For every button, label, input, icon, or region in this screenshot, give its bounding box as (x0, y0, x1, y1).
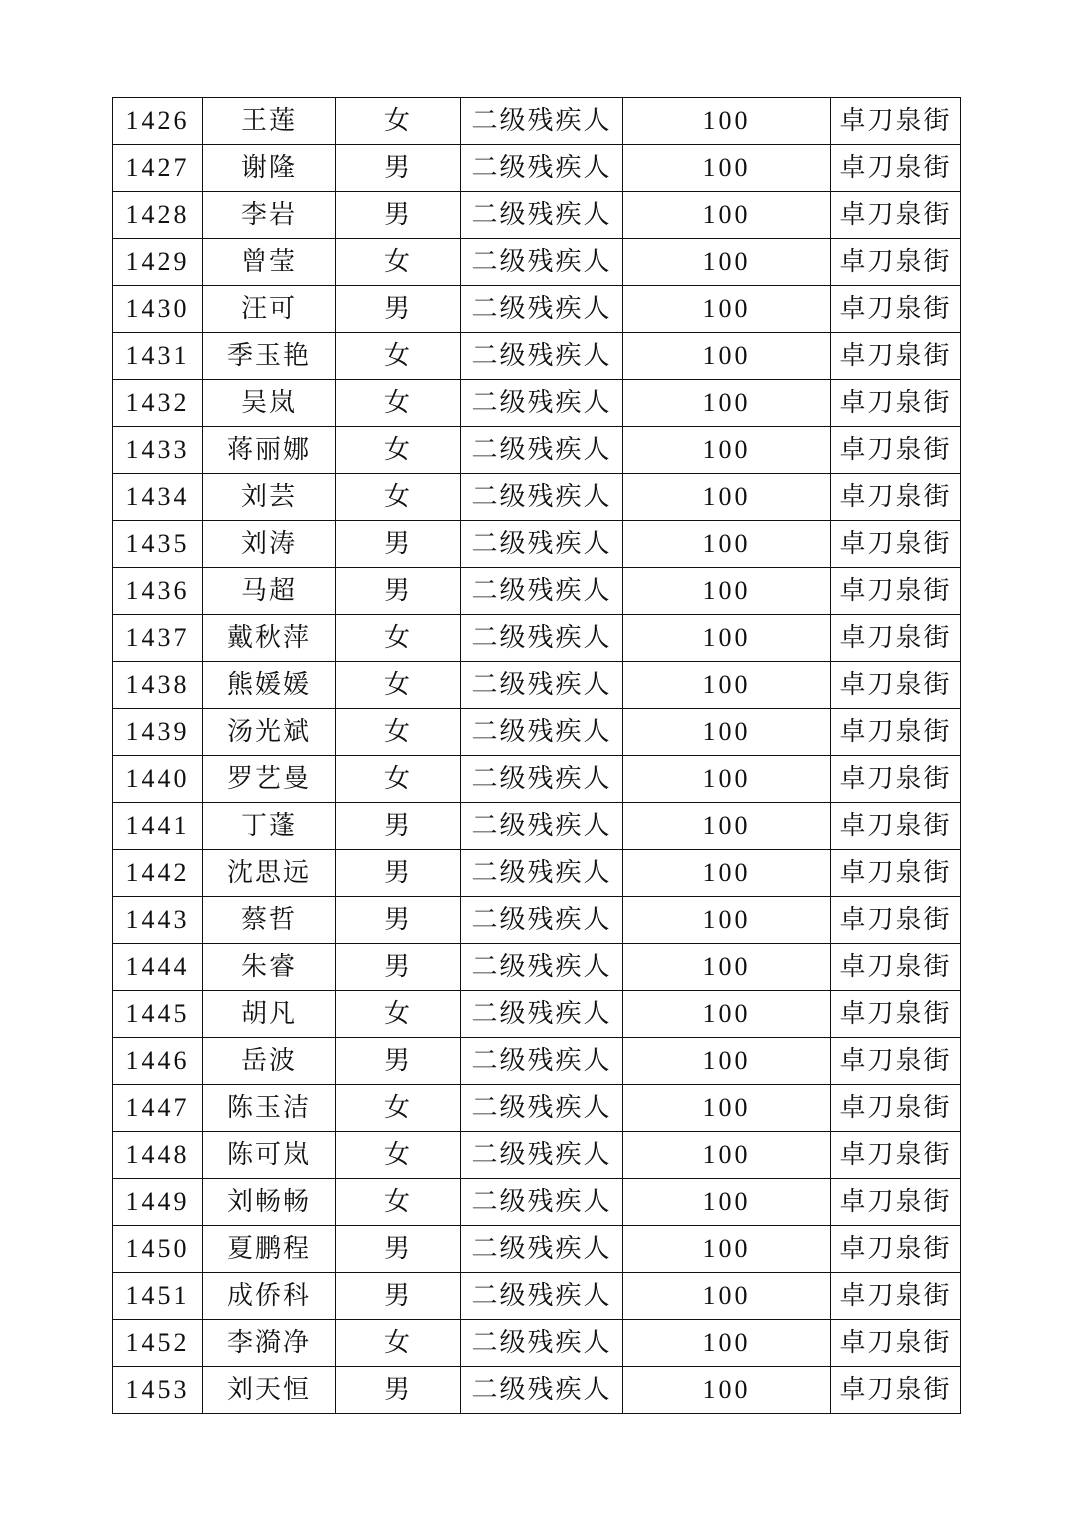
serial-number-cell: 1449 (113, 1179, 203, 1226)
amount-cell: 100 (623, 1226, 831, 1273)
disability-category-cell: 二级残疾人 (461, 615, 623, 662)
disability-category-cell: 二级残疾人 (461, 1226, 623, 1273)
serial-number-cell: 1453 (113, 1367, 203, 1414)
street-cell: 卓刀泉街 (831, 662, 961, 709)
serial-number-cell: 1431 (113, 333, 203, 380)
gender-cell: 女 (336, 98, 461, 145)
disability-category-cell: 二级残疾人 (461, 1132, 623, 1179)
disability-category-cell: 二级残疾人 (461, 286, 623, 333)
street-cell: 卓刀泉街 (831, 521, 961, 568)
table-row (113, 1085, 961, 1132)
gender-cell: 男 (336, 850, 461, 897)
serial-number-cell: 1433 (113, 427, 203, 474)
name-cell: 马超 (203, 568, 336, 615)
table-row (113, 192, 961, 239)
name-cell: 刘涛 (203, 521, 336, 568)
name-cell: 汪可 (203, 286, 336, 333)
street-cell: 卓刀泉街 (831, 991, 961, 1038)
amount-cell: 100 (623, 1085, 831, 1132)
table-row (113, 944, 961, 991)
amount-cell: 100 (623, 756, 831, 803)
disability-category-cell: 二级残疾人 (461, 944, 623, 991)
name-cell: 胡凡 (203, 991, 336, 1038)
table-row (113, 615, 961, 662)
table-row (113, 427, 961, 474)
street-cell: 卓刀泉街 (831, 333, 961, 380)
serial-number-cell: 1432 (113, 380, 203, 427)
table-row (113, 709, 961, 756)
amount-cell: 100 (623, 145, 831, 192)
disability-category-cell: 二级残疾人 (461, 568, 623, 615)
name-cell: 季玉艳 (203, 333, 336, 380)
amount-cell: 100 (623, 239, 831, 286)
street-cell: 卓刀泉街 (831, 474, 961, 521)
table-row (113, 98, 961, 145)
gender-cell: 男 (336, 1367, 461, 1414)
table-row (113, 850, 961, 897)
gender-cell: 男 (336, 521, 461, 568)
amount-cell: 100 (623, 897, 831, 944)
street-cell: 卓刀泉街 (831, 98, 961, 145)
name-cell: 刘天恒 (203, 1367, 336, 1414)
serial-number-cell: 1437 (113, 615, 203, 662)
street-cell: 卓刀泉街 (831, 850, 961, 897)
amount-cell: 100 (623, 850, 831, 897)
gender-cell: 男 (336, 192, 461, 239)
street-cell: 卓刀泉街 (831, 756, 961, 803)
street-cell: 卓刀泉街 (831, 1273, 961, 1320)
street-cell: 卓刀泉街 (831, 239, 961, 286)
disability-category-cell: 二级残疾人 (461, 1273, 623, 1320)
street-cell: 卓刀泉街 (831, 1038, 961, 1085)
gender-cell: 男 (336, 568, 461, 615)
disability-category-cell: 二级残疾人 (461, 991, 623, 1038)
street-cell: 卓刀泉街 (831, 145, 961, 192)
roster-table (112, 97, 961, 1414)
disability-category-cell: 二级残疾人 (461, 521, 623, 568)
table-row (113, 286, 961, 333)
serial-number-cell: 1448 (113, 1132, 203, 1179)
disability-category-cell: 二级残疾人 (461, 709, 623, 756)
disability-category-cell: 二级残疾人 (461, 1038, 623, 1085)
serial-number-cell: 1428 (113, 192, 203, 239)
gender-cell: 男 (336, 1226, 461, 1273)
name-cell: 沈思远 (203, 850, 336, 897)
serial-number-cell: 1436 (113, 568, 203, 615)
gender-cell: 女 (336, 1085, 461, 1132)
amount-cell: 100 (623, 568, 831, 615)
amount-cell: 100 (623, 286, 831, 333)
table-row (113, 1226, 961, 1273)
gender-cell: 男 (336, 944, 461, 991)
table-row (113, 333, 961, 380)
table-row (113, 145, 961, 192)
amount-cell: 100 (623, 1179, 831, 1226)
amount-cell: 100 (623, 662, 831, 709)
serial-number-cell: 1442 (113, 850, 203, 897)
name-cell: 蔡哲 (203, 897, 336, 944)
disability-category-cell: 二级残疾人 (461, 1367, 623, 1414)
table-row (113, 1179, 961, 1226)
serial-number-cell: 1434 (113, 474, 203, 521)
street-cell: 卓刀泉街 (831, 709, 961, 756)
disability-category-cell: 二级残疾人 (461, 1179, 623, 1226)
disability-category-cell: 二级残疾人 (461, 145, 623, 192)
name-cell: 丁蓬 (203, 803, 336, 850)
name-cell: 成侨科 (203, 1273, 336, 1320)
street-cell: 卓刀泉街 (831, 1226, 961, 1273)
street-cell: 卓刀泉街 (831, 380, 961, 427)
amount-cell: 100 (623, 803, 831, 850)
amount-cell: 100 (623, 192, 831, 239)
disability-category-cell: 二级残疾人 (461, 662, 623, 709)
name-cell: 熊媛媛 (203, 662, 336, 709)
gender-cell: 男 (336, 803, 461, 850)
table-row (113, 662, 961, 709)
gender-cell: 女 (336, 380, 461, 427)
name-cell: 夏鹏程 (203, 1226, 336, 1273)
serial-number-cell: 1438 (113, 662, 203, 709)
serial-number-cell: 1440 (113, 756, 203, 803)
street-cell: 卓刀泉街 (831, 192, 961, 239)
serial-number-cell: 1427 (113, 145, 203, 192)
gender-cell: 女 (336, 662, 461, 709)
amount-cell: 100 (623, 1038, 831, 1085)
street-cell: 卓刀泉街 (831, 568, 961, 615)
amount-cell: 100 (623, 1367, 831, 1414)
gender-cell: 女 (336, 1179, 461, 1226)
table-row (113, 1132, 961, 1179)
roster-table-body (113, 98, 961, 1414)
disability-category-cell: 二级残疾人 (461, 756, 623, 803)
serial-number-cell: 1441 (113, 803, 203, 850)
street-cell: 卓刀泉街 (831, 1320, 961, 1367)
gender-cell: 女 (336, 333, 461, 380)
table-row (113, 239, 961, 286)
table-row (113, 380, 961, 427)
amount-cell: 100 (623, 944, 831, 991)
amount-cell: 100 (623, 474, 831, 521)
street-cell: 卓刀泉街 (831, 1179, 961, 1226)
gender-cell: 女 (336, 1320, 461, 1367)
gender-cell: 男 (336, 897, 461, 944)
table-row (113, 1038, 961, 1085)
disability-category-cell: 二级残疾人 (461, 427, 623, 474)
gender-cell: 女 (336, 709, 461, 756)
disability-category-cell: 二级残疾人 (461, 380, 623, 427)
disability-category-cell: 二级残疾人 (461, 192, 623, 239)
name-cell: 汤光斌 (203, 709, 336, 756)
table-row (113, 568, 961, 615)
disability-category-cell: 二级残疾人 (461, 333, 623, 380)
disability-category-cell: 二级残疾人 (461, 1085, 623, 1132)
serial-number-cell: 1451 (113, 1273, 203, 1320)
street-cell: 卓刀泉街 (831, 944, 961, 991)
disability-category-cell: 二级残疾人 (461, 803, 623, 850)
name-cell: 李漪净 (203, 1320, 336, 1367)
disability-category-cell: 二级残疾人 (461, 1320, 623, 1367)
street-cell: 卓刀泉街 (831, 897, 961, 944)
name-cell: 岳波 (203, 1038, 336, 1085)
table-row (113, 756, 961, 803)
gender-cell: 女 (336, 239, 461, 286)
gender-cell: 男 (336, 1273, 461, 1320)
name-cell: 吴岚 (203, 380, 336, 427)
gender-cell: 女 (336, 427, 461, 474)
street-cell: 卓刀泉街 (831, 286, 961, 333)
serial-number-cell: 1443 (113, 897, 203, 944)
gender-cell: 女 (336, 991, 461, 1038)
disability-category-cell: 二级残疾人 (461, 474, 623, 521)
name-cell: 朱睿 (203, 944, 336, 991)
name-cell: 王莲 (203, 98, 336, 145)
street-cell: 卓刀泉街 (831, 615, 961, 662)
serial-number-cell: 1444 (113, 944, 203, 991)
amount-cell: 100 (623, 991, 831, 1038)
gender-cell: 女 (336, 1132, 461, 1179)
street-cell: 卓刀泉街 (831, 803, 961, 850)
serial-number-cell: 1426 (113, 98, 203, 145)
amount-cell: 100 (623, 1320, 831, 1367)
amount-cell: 100 (623, 709, 831, 756)
gender-cell: 男 (336, 145, 461, 192)
disability-category-cell: 二级残疾人 (461, 850, 623, 897)
serial-number-cell: 1450 (113, 1226, 203, 1273)
name-cell: 戴秋萍 (203, 615, 336, 662)
serial-number-cell: 1447 (113, 1085, 203, 1132)
gender-cell: 女 (336, 756, 461, 803)
name-cell: 陈玉洁 (203, 1085, 336, 1132)
table-row (113, 991, 961, 1038)
street-cell: 卓刀泉街 (831, 1085, 961, 1132)
disability-category-cell: 二级残疾人 (461, 897, 623, 944)
table-row (113, 803, 961, 850)
name-cell: 李岩 (203, 192, 336, 239)
table-row (113, 897, 961, 944)
amount-cell: 100 (623, 98, 831, 145)
name-cell: 罗艺曼 (203, 756, 336, 803)
name-cell: 陈可岚 (203, 1132, 336, 1179)
serial-number-cell: 1446 (113, 1038, 203, 1085)
table-row (113, 1320, 961, 1367)
gender-cell: 男 (336, 1038, 461, 1085)
serial-number-cell: 1452 (113, 1320, 203, 1367)
serial-number-cell: 1435 (113, 521, 203, 568)
amount-cell: 100 (623, 615, 831, 662)
street-cell: 卓刀泉街 (831, 427, 961, 474)
disability-category-cell: 二级残疾人 (461, 98, 623, 145)
amount-cell: 100 (623, 1273, 831, 1320)
amount-cell: 100 (623, 380, 831, 427)
street-cell: 卓刀泉街 (831, 1132, 961, 1179)
name-cell: 谢隆 (203, 145, 336, 192)
name-cell: 刘芸 (203, 474, 336, 521)
gender-cell: 女 (336, 474, 461, 521)
disability-category-cell: 二级残疾人 (461, 239, 623, 286)
serial-number-cell: 1445 (113, 991, 203, 1038)
gender-cell: 女 (336, 615, 461, 662)
amount-cell: 100 (623, 1132, 831, 1179)
amount-cell: 100 (623, 333, 831, 380)
serial-number-cell: 1439 (113, 709, 203, 756)
name-cell: 曾莹 (203, 239, 336, 286)
serial-number-cell: 1430 (113, 286, 203, 333)
table-row (113, 474, 961, 521)
table-row (113, 521, 961, 568)
amount-cell: 100 (623, 427, 831, 474)
table-row (113, 1367, 961, 1414)
name-cell: 蒋丽娜 (203, 427, 336, 474)
gender-cell: 男 (336, 286, 461, 333)
street-cell: 卓刀泉街 (831, 1367, 961, 1414)
amount-cell: 100 (623, 521, 831, 568)
serial-number-cell: 1429 (113, 239, 203, 286)
name-cell: 刘畅畅 (203, 1179, 336, 1226)
table-row (113, 1273, 961, 1320)
